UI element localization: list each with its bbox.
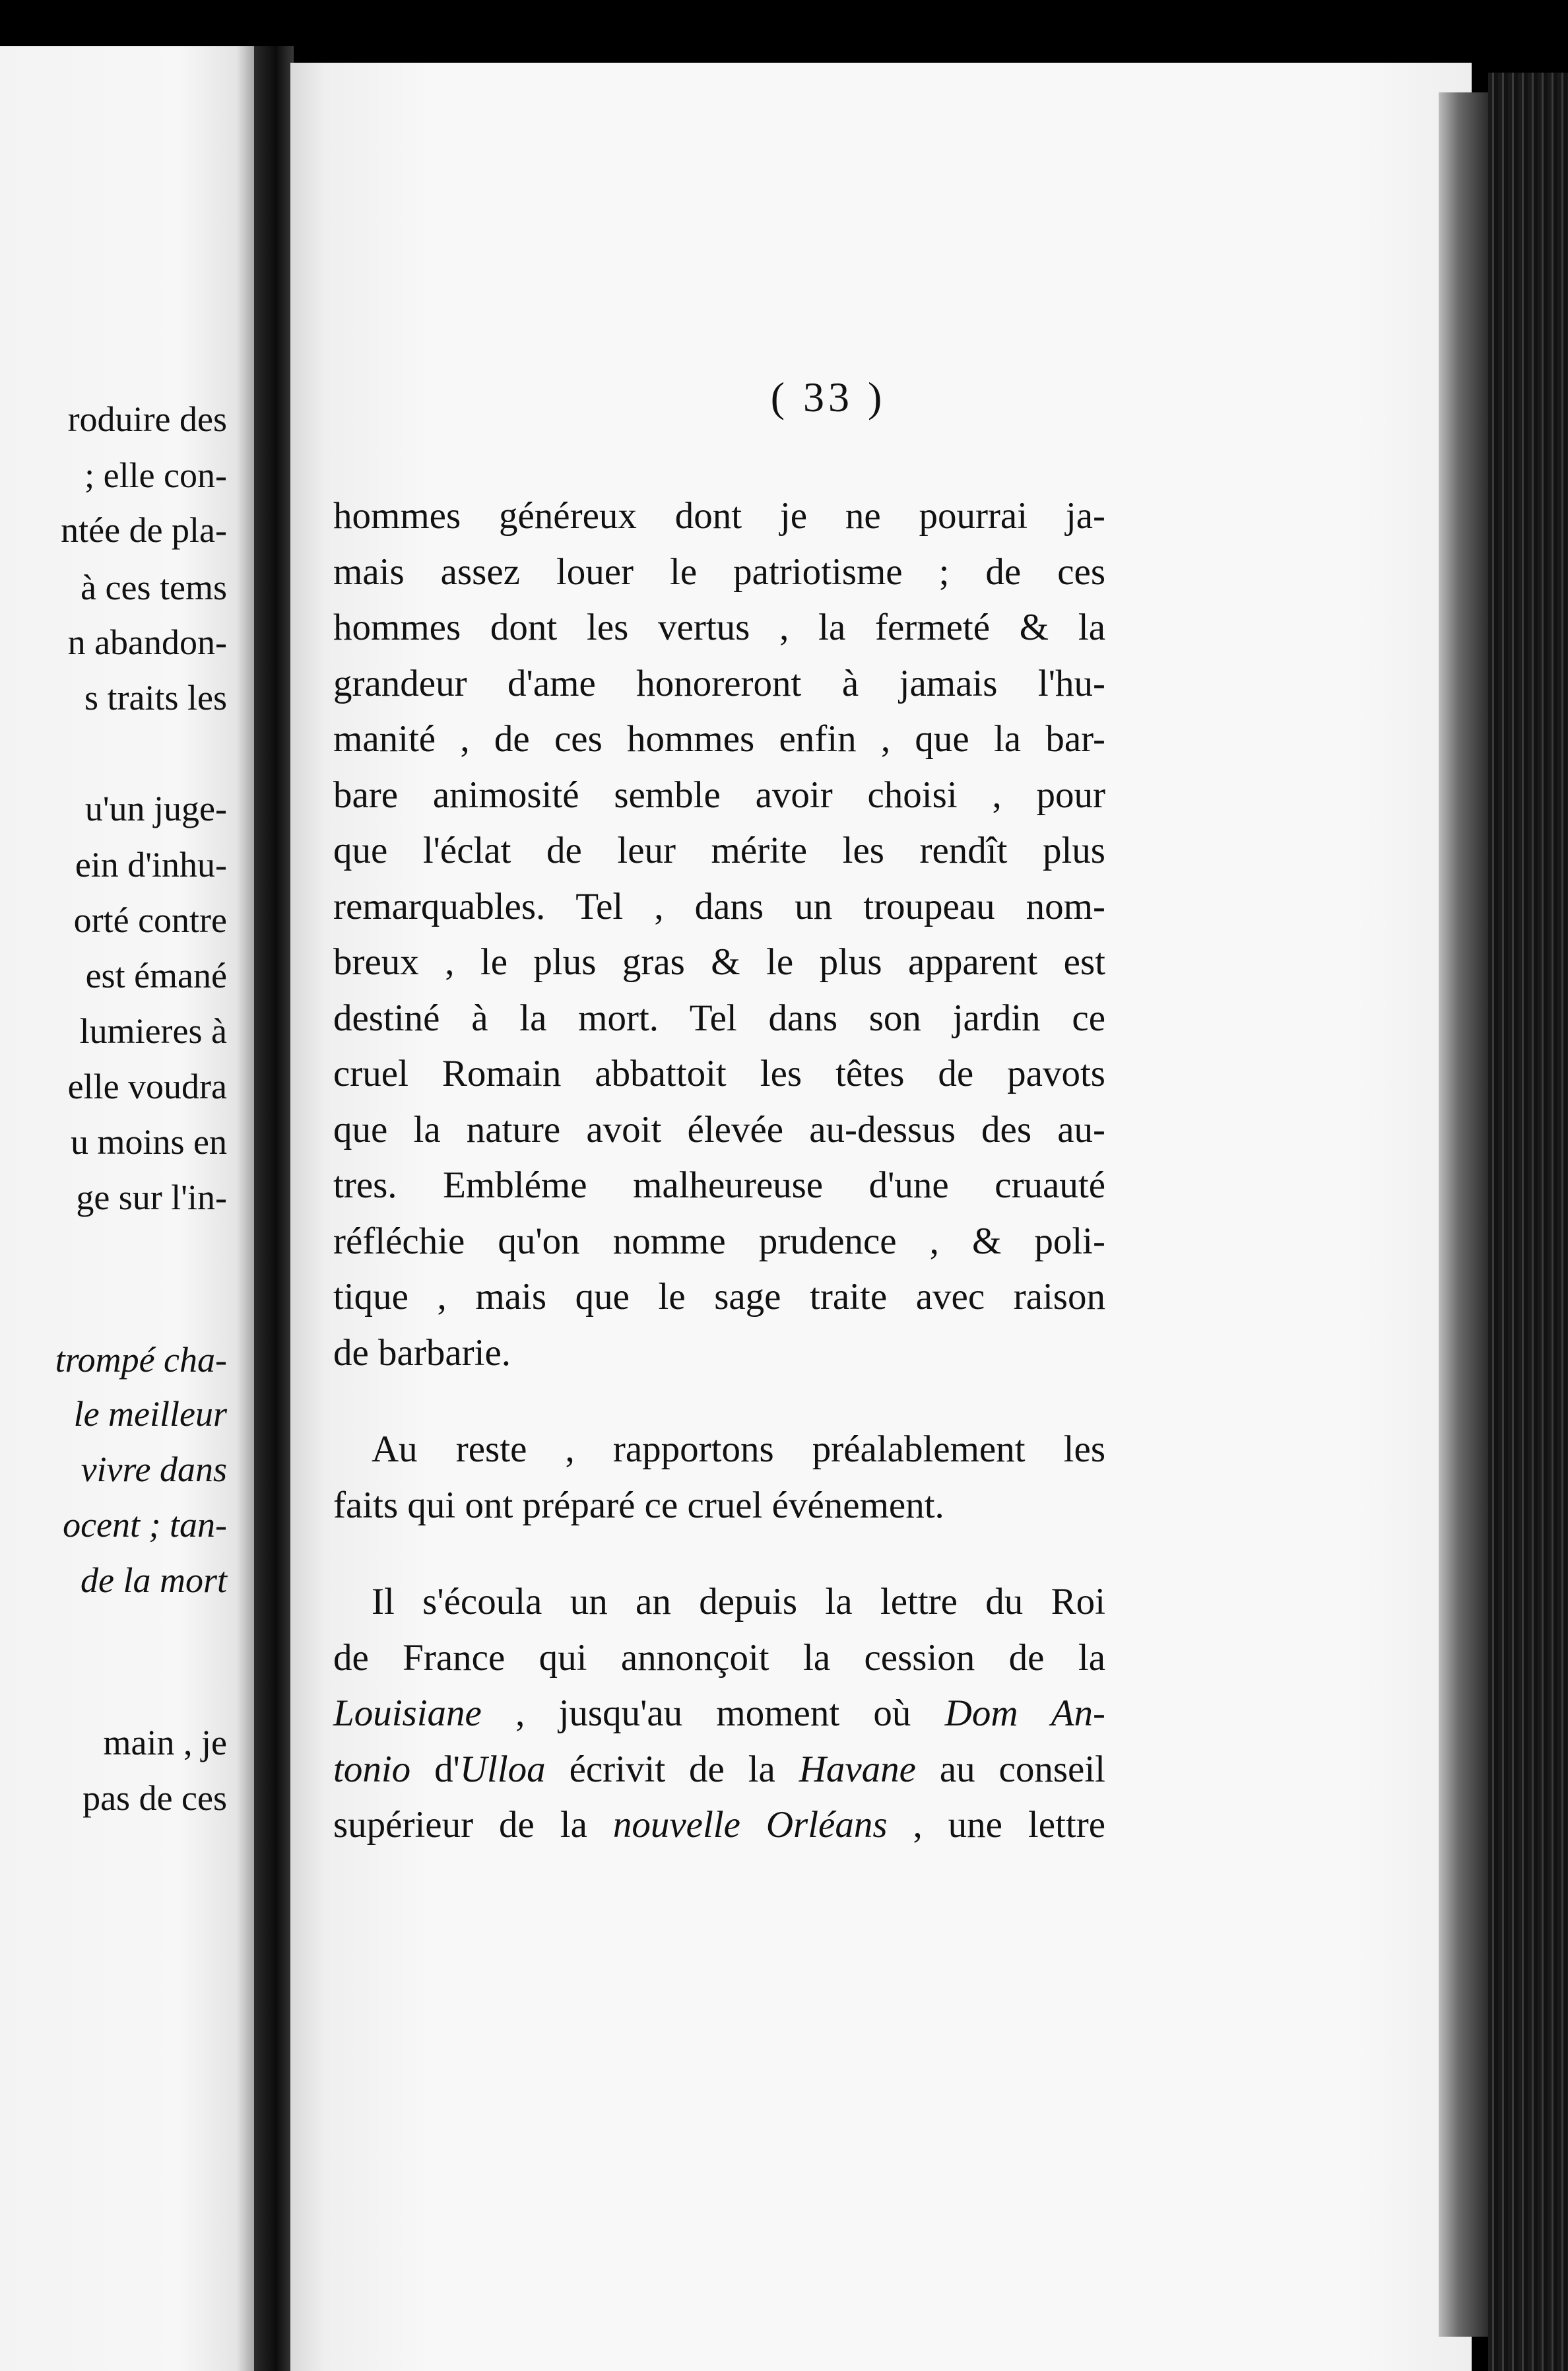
facing-page-line: ge sur l'in- bbox=[76, 1178, 227, 1217]
text-line: réfléchie qu'on nomme prudence , & poli- bbox=[333, 1220, 1105, 1262]
text-line: remarquables. Tel , dans un troupeau nom- bbox=[333, 885, 1105, 927]
text-line: supérieur de la nouvelle Orléans , une lettre bbox=[333, 1804, 1106, 1846]
facing-page-line: ntée de pla- bbox=[61, 510, 227, 550]
text-line: destiné à la mort. Tel dans son jardin ce bbox=[333, 997, 1105, 1039]
facing-page-line: de la mort bbox=[81, 1560, 227, 1600]
facing-page-line: ein d'inhu- bbox=[75, 845, 227, 885]
text-line: breux , le plus gras & le plus apparent est bbox=[333, 941, 1105, 983]
paragraph-spacer bbox=[333, 1381, 1105, 1422]
facing-page-line: roduire des bbox=[67, 399, 227, 439]
facing-page-line: orté contre bbox=[73, 900, 227, 940]
body-text bbox=[333, 488, 1105, 1853]
facing-page-line: lumieres à bbox=[79, 1011, 227, 1051]
text-line: hommes généreux dont je ne pourrai ja- bbox=[333, 495, 1105, 537]
facing-page-line: vivre dans bbox=[81, 1450, 227, 1489]
text-line: Au reste , rapportons préalablement les bbox=[372, 1428, 1105, 1470]
text-line: Louisiane , jusqu'au moment où Dom An- bbox=[333, 1692, 1105, 1734]
facing-page-line: u moins en bbox=[71, 1122, 227, 1162]
book-gutter bbox=[254, 46, 294, 2371]
paragraph-spacer bbox=[333, 1533, 1105, 1574]
page-number bbox=[290, 373, 1472, 422]
text-line: que la nature avoit élevée au-dessus des au- bbox=[333, 1108, 1105, 1151]
paragraph bbox=[333, 1574, 1105, 1853]
facing-page-line: le meilleur bbox=[73, 1394, 227, 1434]
text-line: tonio d'Ulloa écrivit de la Havane au conseil bbox=[333, 1748, 1105, 1790]
text-line: de barbarie. bbox=[333, 1331, 511, 1374]
facing-page-line: pas de ces bbox=[82, 1778, 227, 1818]
text-line: que l'éclat de leur mérite les rendît plus bbox=[333, 830, 1105, 871]
facing-page-line: u'un juge- bbox=[84, 789, 227, 828]
paragraph bbox=[333, 488, 1105, 1381]
book-cover-edge bbox=[1488, 73, 1568, 2371]
page-33 bbox=[290, 63, 1472, 2371]
facing-page-line: n abandon- bbox=[67, 622, 227, 662]
text-line: faits qui ont préparé ce cruel événement. bbox=[333, 1484, 944, 1526]
text-line: hommes dont les vertus , la fermeté & la bbox=[333, 607, 1105, 648]
text-line: bare animosité semble avoir choisi , pour bbox=[333, 774, 1105, 816]
facing-page-line: à ces tems bbox=[81, 568, 227, 607]
facing-page-line: ; elle con- bbox=[84, 455, 227, 495]
text-line: de France qui annonçoit la cession de la bbox=[333, 1636, 1105, 1679]
page-number-text: ( 33 ) bbox=[770, 374, 886, 420]
facing-page-line: s traits les bbox=[84, 678, 227, 718]
facing-page-line: trompé cha- bbox=[55, 1340, 227, 1380]
text-line: tique , mais que le sage traite avec raison bbox=[333, 1276, 1105, 1318]
text-line: grandeur d'ame honoreront à jamais l'hu- bbox=[333, 662, 1105, 704]
facing-page-line: main , je bbox=[103, 1723, 227, 1762]
text-line: manité , de ces hommes enfin , que la bar- bbox=[333, 718, 1105, 760]
facing-page-line: ocent ; tan- bbox=[63, 1505, 227, 1545]
facing-page-line: est émané bbox=[85, 956, 227, 995]
facing-page-left bbox=[0, 46, 257, 2371]
page-fore-edge bbox=[1439, 92, 1488, 2337]
paragraph bbox=[333, 1422, 1105, 1533]
text-line: Il s'écoula un an depuis la lettre du Roi bbox=[372, 1581, 1105, 1622]
facing-page-line: elle voudra bbox=[67, 1067, 227, 1106]
text-line: cruel Romain abbattoit les têtes de pavots bbox=[333, 1053, 1105, 1094]
text-line: mais assez louer le patriotisme ; de ces bbox=[333, 551, 1105, 593]
text-line: tres. Embléme malheureuse d'une cruauté bbox=[333, 1164, 1105, 1206]
